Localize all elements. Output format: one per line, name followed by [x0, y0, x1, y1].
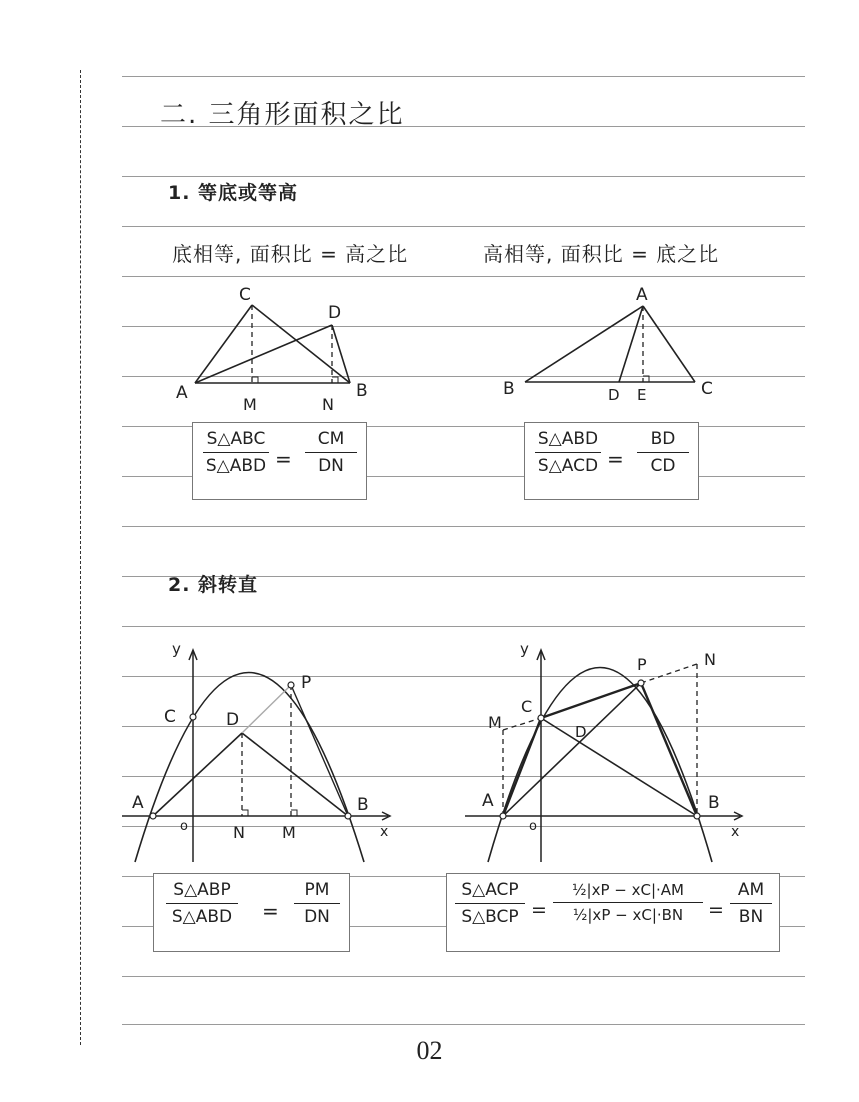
label-d: D [575, 723, 587, 741]
label-c: C [521, 697, 533, 716]
axis-x-label: x [731, 824, 740, 840]
equals-sign: = [607, 447, 624, 471]
label-c: C [164, 707, 176, 727]
ratio-numerator: BD [650, 429, 676, 449]
label-d: D [226, 710, 240, 730]
label-p: P [301, 673, 312, 693]
label-c: C [239, 285, 251, 305]
equals-sign: = [275, 447, 292, 471]
fraction-numerator: S△ABD [537, 429, 599, 449]
fraction-denominator: S△ABD [205, 456, 267, 476]
ratio-denominator: DN [318, 456, 344, 476]
equals-sign-1: = [531, 899, 547, 921]
ratio-numerator: PM [304, 880, 330, 900]
origin-label: o [529, 819, 537, 834]
ratio-denominator: DN [304, 907, 330, 927]
equals-sign: = [262, 899, 279, 923]
formula-box-equal-base [192, 422, 367, 500]
ratio-numerator: CM [317, 429, 345, 449]
label-d: D [608, 386, 620, 404]
formula-box-equal-height [524, 422, 699, 500]
parabola-figure-right [460, 635, 750, 870]
parabola-figure-left [118, 635, 403, 870]
label-b: B [356, 381, 368, 401]
part2-heading: 2. 斜转直 [168, 574, 259, 596]
part1-left-note: 底相等, 面积比 = 高之比 [172, 242, 409, 266]
label-c: C [701, 379, 713, 399]
fraction-numerator: S△ACP [461, 880, 519, 900]
label-e: E [637, 386, 647, 404]
label-m: M [488, 713, 502, 732]
part1-heading: 1. 等底或等高 [168, 182, 299, 204]
equal-base-figure [160, 285, 380, 420]
label-b: B [503, 379, 515, 399]
fraction-denominator: S△ACD [537, 456, 599, 476]
axis-x-label: x [380, 824, 389, 840]
fraction-numerator: S△ABC [206, 429, 266, 449]
origin-label: o [180, 819, 188, 834]
binding-margin [80, 70, 81, 1045]
ratio-denominator: BN [738, 907, 764, 927]
equal-height-figure [495, 280, 725, 410]
label-d: D [328, 303, 342, 323]
label-a: A [176, 383, 188, 403]
section-title: 二. 三角形面积之比 [160, 100, 405, 130]
formula-box-left [153, 873, 350, 952]
label-n: N [322, 395, 334, 414]
label-p: P [637, 655, 647, 674]
ratio-denominator: CD [650, 456, 676, 476]
ratio-numerator: AM [737, 880, 765, 900]
fraction-denominator: S△BCP [461, 907, 519, 927]
label-a: A [132, 793, 144, 813]
label-a: A [482, 791, 494, 811]
label-b: B [708, 793, 720, 813]
label-b: B [357, 795, 369, 815]
formula-box-right [446, 873, 780, 952]
equals-sign-2: = [708, 899, 724, 921]
page-number: 02 [416, 1036, 443, 1065]
label-m: M [282, 823, 296, 842]
fraction-numerator: S△ABP [173, 880, 231, 900]
part1-right-note: 高相等, 面积比 = 底之比 [483, 242, 720, 266]
label-n: N [704, 650, 716, 669]
label-a: A [636, 285, 648, 305]
label-m: M [243, 395, 257, 414]
fraction-denominator: S△ABD [171, 907, 233, 927]
label-n: N [233, 823, 245, 842]
middle-numerator: ½|xP − xC|·AM [572, 881, 684, 899]
axis-y-label: y [520, 640, 529, 658]
middle-denominator: ½|xP − xC|·BN [572, 906, 684, 924]
axis-y-label: y [172, 640, 181, 658]
